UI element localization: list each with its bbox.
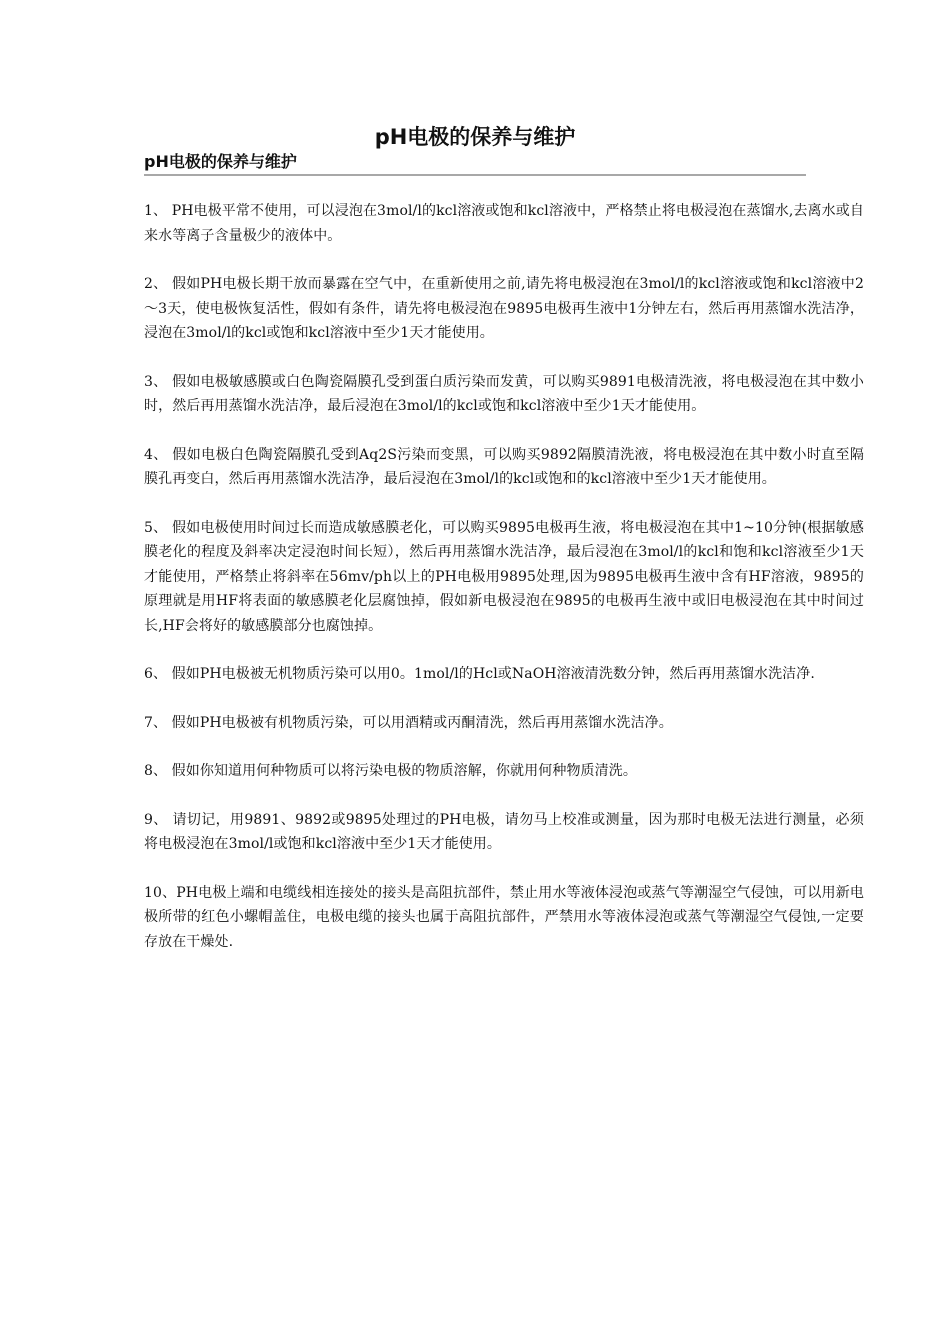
paragraph-6: 6、 假如PH电极被无机物质污染可以用0。1mol/l的Hcl或NaOH溶液清洗数分钟，然后再用蒸馏水洗洁净. xyxy=(144,666,815,682)
paragraph-5: 5、 假如电极使用时间过长而造成敏感膜老化，可以购买9895电极再生液，将电极浸泡在其中1~10分钟(根据敏感膜老化的程度及斜率决定浸泡时间长短），然后再用蒸馏水洗洁净，最后浸泡在3mol/l的kcl和饱和kcl溶液至少1天才能使用，严格禁止将斜率在56mv/ph以上的PH电极用9895处理,因为9895电极再生液中含有HF溶液，9895的原理就是用HF将表面的敏感膜老化层腐蚀掉，假如新电极浸泡在9895的电极再生液中或旧电极浸泡在其中时间过长,HF会将好的敏感膜部分也腐蚀掉。 xyxy=(144,519,864,634)
paragraph-10: 10、PH电极上端和电缆线相连接处的接头是高阻抗部件，禁止用水等液体浸泡或蒸气等潮湿空气侵蚀，可以用新电极所带的红色小螺帽盖住，电极电缆的接头也属于高阻抗部件，严禁用水等液体浸泡或蒸气等潮湿空气侵蚀,一定要存放在干燥处. xyxy=(144,884,864,950)
section-heading: pH电极的保养与维护 xyxy=(144,152,297,171)
paragraph-2: 2、 假如PH电极长期干放而暴露在空气中，在重新使用之前,请先将电极浸泡在3mol/l的kcl溶液或饱和kcl溶液中2～3天，使电极恢复活性，假如有条件，请先将电极浸泡在9895电极再生液中1分钟左右，然后再用蒸馏水洗洁净，浸泡在3mol/l的kcl或饱和kcl溶液中至少1天才能使用。 xyxy=(144,276,864,341)
document-body xyxy=(144,199,864,978)
paragraph-1: 1、 PH电极平常不使用，可以浸泡在3mol/l的kcl溶液或饱和kcl溶液中，严格禁止将电极浸泡在蒸馏水,去离水或自来水等离子含量极少的液体中。 xyxy=(144,203,864,244)
paragraph-9: 9、 请切记，用9891、9892或9895处理过的PH电极，请勿马上校准或测量，因为那时电极无法进行测量，必须将电极浸泡在3mol/l或饱和kcl溶液中至少1天才能使用。 xyxy=(144,811,864,852)
paragraph-4: 4、 假如电极白色陶瓷隔膜孔受到Aq2S污染而变黑，可以购买9892隔膜清洗液，将电极浸泡在其中数小时直至隔膜孔再变白，然后再用蒸馏水洗洁净，最后浸泡在3mol/l的kcl或饱和的kcl溶液中至少1天才能使用。 xyxy=(144,446,864,487)
paragraph-3: 3、 假如电极敏感膜或白色陶瓷隔膜孔受到蛋白质污染而发黄，可以购买9891电极清洗液，将电极浸泡在其中数小时，然后再用蒸馏水洗洁净，最后浸泡在3mol/l的kcl或饱和kcl溶液中至少1天才能使用。 xyxy=(144,373,864,414)
paragraph-7: 7、 假如PH电极被有机物质污染，可以用酒精或丙酮清洗，然后再用蒸馏水洗洁净。 xyxy=(144,714,673,731)
paragraph-8: 8、 假如你知道用何种物质可以将污染电极的物质溶解，你就用何种物质清洗。 xyxy=(144,763,637,779)
heading-underline xyxy=(144,174,806,176)
page-title: pH电极的保养与维护 xyxy=(374,125,576,149)
